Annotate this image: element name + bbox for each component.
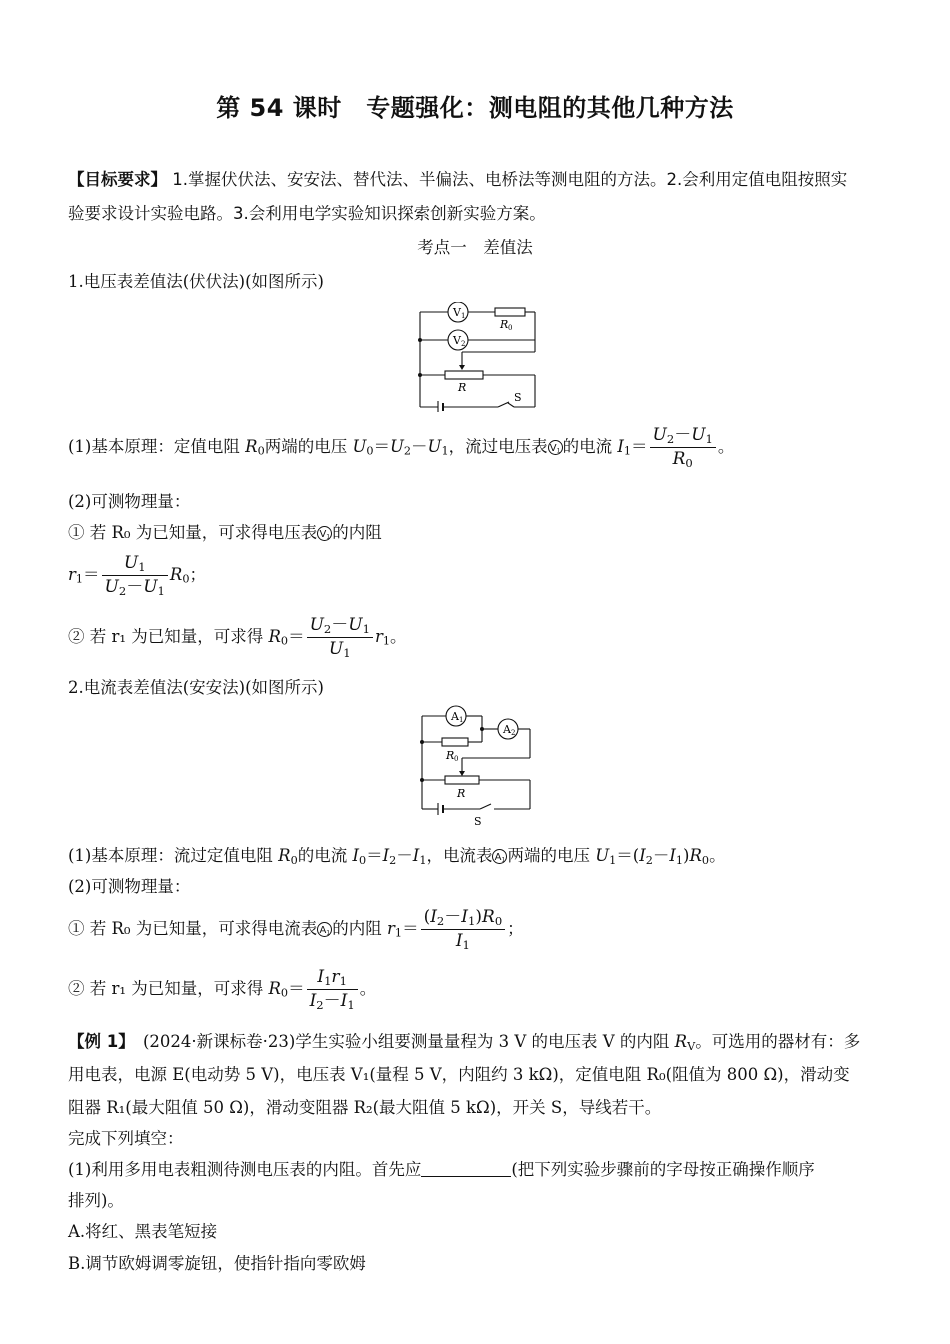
svg-text:0: 0 <box>508 324 513 332</box>
section-heading: 考点一 差值法 <box>417 238 533 257</box>
p2-prefix: (1)基本原理：流过定值电阻 <box>68 846 279 865</box>
option-a: A.将红、黑表笔短接 <box>68 1222 218 1241</box>
part1-item2: ② 若 r₁ 为已知量，可求得 $R_0=$ $\frac{U_2-U_1}{U_1}$ $r_1$。 <box>68 615 407 660</box>
circuit-diagram-voltmeter <box>410 302 545 412</box>
r-label: R <box>458 381 467 394</box>
ammeter-a1-icon-2: $A_1$ <box>317 922 332 937</box>
svg-text:0: 0 <box>454 755 459 763</box>
part2-heading: 2.电流表差值法(安安法)(如图所示) <box>68 678 324 697</box>
answer-blank[interactable] <box>421 1160 511 1177</box>
p1-prefix: (1)基本原理：定值电阻 <box>68 436 246 456</box>
part1-principle: (1)基本原理：定值电阻 $R_0$两端的电压 $U_0=U_2-U_1$，流过电压表 $V_1$ 的电流 $I_1=$ $\frac{U_2-U_1}{R_0}$ 。 <box>68 425 735 470</box>
p2-item1-suffix: 的内阻 <box>332 918 388 938</box>
p1-mid3: 的电流 <box>562 436 618 456</box>
goal-line-2: 验要求设计实验电路。3.会利用电学实验知识探索创新实验方案。 <box>68 204 546 223</box>
part1-heading: 1.电压表差值法(伏伏法)(如图所示) <box>68 272 324 291</box>
a1-label: A <box>451 710 459 723</box>
p1-item1-suffix: 的内阻 <box>332 523 382 542</box>
r0-label: R <box>500 318 509 331</box>
example-line-6: 排列)。 <box>68 1191 124 1210</box>
v2-label: V <box>453 334 461 347</box>
a2-label: A <box>503 723 511 736</box>
example-line-4: 完成下列填空： <box>68 1129 184 1148</box>
option-b: B.调节欧姆调零旋钮，使指针指向零欧姆 <box>68 1254 366 1273</box>
p2-mid2: ，电流表 <box>426 846 493 865</box>
p1-mid: 两端的电压 <box>264 436 353 456</box>
goal-line-1 <box>68 166 847 190</box>
goal-tag: 【目标要求】 <box>68 170 167 189</box>
p1-item2-text: ② 若 r₁ 为已知量，可求得 <box>68 626 269 646</box>
circuit-diagram-ammeter <box>412 704 542 828</box>
example-text-5a: (1)利用多用电表粗测待测电压表的内阻。首先应 <box>68 1160 422 1179</box>
voltmeter-v1-icon-2: $V_1$ <box>317 526 332 541</box>
example-line-2: 用电表，电源 E(电动势 5 V)，电压表 V₁(量程 5 V，内阻约 3 kΩ)，定值电阻 R₀(阻值为 800 Ω)，滑动变 <box>68 1065 850 1084</box>
p2-mid3: 两端的电压 <box>507 846 596 865</box>
p1-item1-text: ① 若 R₀ 为已知量，可求得电压表 <box>68 523 318 542</box>
svg-text:2: 2 <box>461 340 466 348</box>
fraction-i1: $\frac{U_2-U_1}{R_0}$ <box>650 424 716 471</box>
p1-mid2: ，流过电压表 <box>448 436 548 456</box>
v1-label: V <box>453 306 461 319</box>
part2-principle: (1)基本原理：流过定值电阻 $R_0$的电流 $I_0=I_2-I_1$，电流表 $A_1$ 两端的电压 $U_1=(I_2-I_1)R_0$。 <box>68 846 726 867</box>
svg-text:2: 2 <box>511 729 516 737</box>
example-text-5b: (把下列实验步骤前的字母按正确操作顺序 <box>511 1160 815 1179</box>
r0-label-2: R <box>446 749 455 762</box>
ammeter-a1-icon: $A_1$ <box>492 849 507 864</box>
part1-item1 <box>68 519 382 543</box>
example-tag: 【例 1】 <box>68 1032 127 1051</box>
example-text-1-end: 。可选用的器材有：多 <box>695 1032 861 1051</box>
page-title: 第 54 课时 专题强化：测电阻的其他几种方法 <box>216 94 734 122</box>
example-line-1: 【例 1】 (2024·新课标卷·23)学生实验小组要测量量程为 3 V 的电压表 V 的内阻 $R_V$。可选用的器材有：多 <box>68 1032 861 1053</box>
example-line-5 <box>68 1156 815 1180</box>
r-label-2: R <box>457 787 466 800</box>
p2-item2-text: ② 若 r₁ 为已知量，可求得 <box>68 978 269 998</box>
part2-measurable: (2)可测物理量： <box>68 877 191 896</box>
part2-item1: ① 若 R₀ 为已知量，可求得电流表 $A_1$ 的内阻 $r_1=$ $\frac{(I_2-I_1)R_0}{I_1}$ ； <box>68 907 524 952</box>
example-line-3: 阻器 R₁(最大阻值 50 Ω)，滑动变阻器 R₂(最大阻值 5 kΩ)，开关 S，导线若干。 <box>68 1098 662 1117</box>
svg-text:1: 1 <box>459 716 464 724</box>
part1-measurable: (2)可测物理量： <box>68 492 191 511</box>
p2-mid: 的电流 <box>297 846 353 865</box>
switch-label: S <box>514 391 522 404</box>
svg-text:1: 1 <box>461 312 466 320</box>
voltmeter-v1-icon: $V_1$ <box>548 440 563 455</box>
part2-item2: ② 若 r₁ 为已知量，可求得 $R_0=$ $\frac{I_1r_1}{I_2-I_1}$ 。 <box>68 967 377 1012</box>
p2-item1-text: ① 若 R₀ 为已知量，可求得电流表 <box>68 918 318 938</box>
formula-r1-voltmeter: $r_1=$ $\frac{U_1}{U_2-U_1}$ $R_0$； <box>68 553 206 598</box>
switch-label-2: S <box>474 815 482 828</box>
goal-text-1: 1.掌握伏伏法、安安法、替代法、半偏法、电桥法等测电阻的方法。2.会利用定值电阻按照实 <box>167 170 848 189</box>
example-text-1: (2024·新课标卷·23)学生实验小组要测量量程为 3 V 的电压表 V 的内阻 <box>126 1032 675 1051</box>
